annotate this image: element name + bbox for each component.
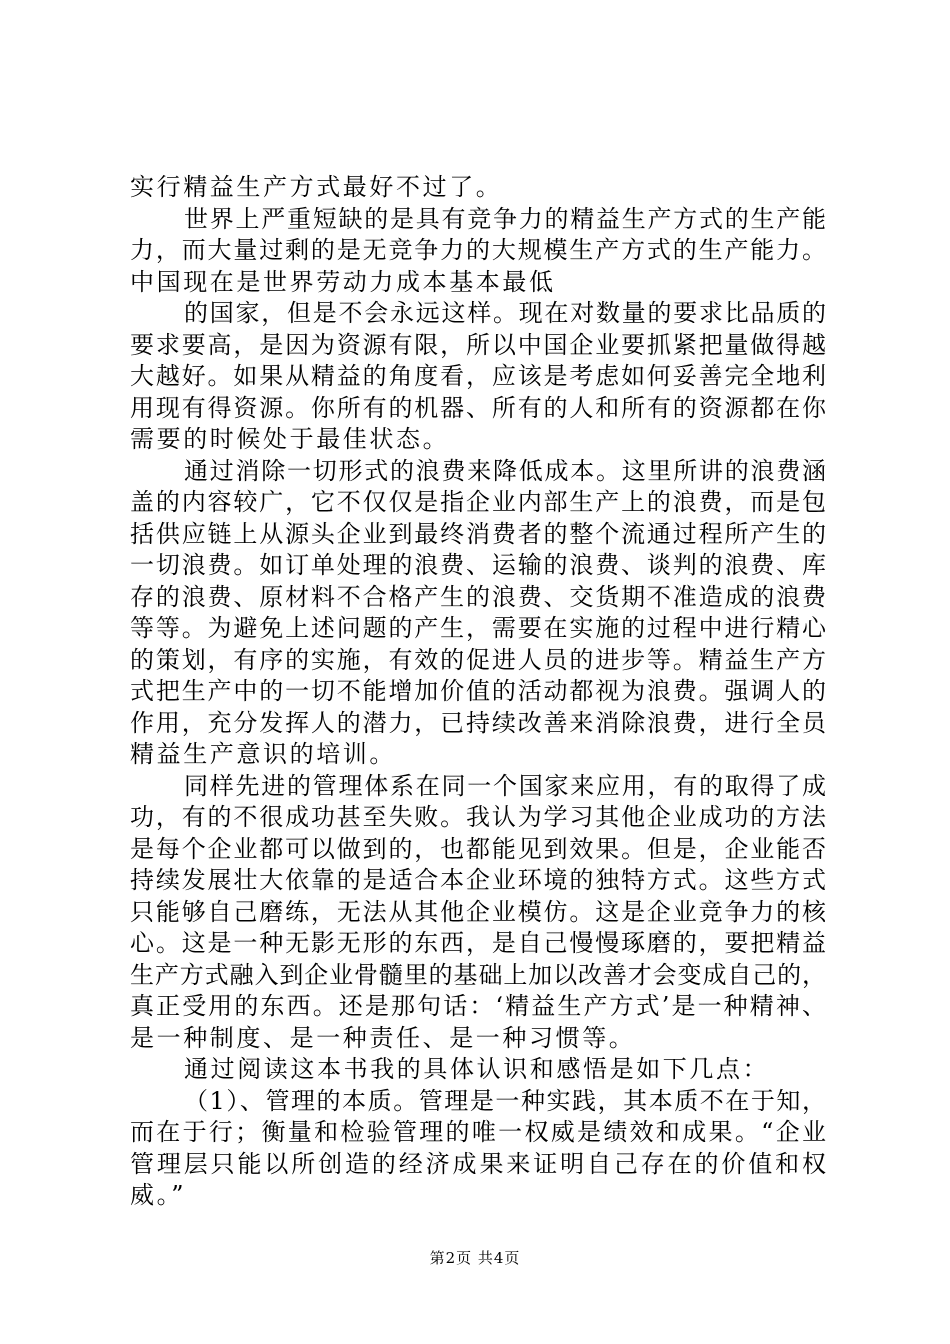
text-line: 是一种制度、是一种责任、是一种习惯等。 xyxy=(130,1023,636,1052)
text-line: 真正受用的东西。还是那句话：‘精益生产方式’是一种精神、 xyxy=(130,992,826,1020)
text-line: 生产方式融入到企业骨髓里的基础上加以改善才会变成自己的， xyxy=(130,960,826,989)
text-line: 中国现在是世界劳动力成本基本最低 xyxy=(130,267,556,296)
paragraph-line: （1）、管理的本质。管理是一种实践，其本质不在于知， xyxy=(184,1086,826,1115)
text-line: 威。” xyxy=(130,1181,187,1209)
paragraph-line: 同样先进的管理体系在同一个国家来应用，有的取得了成 xyxy=(184,771,826,800)
text-line: 功，有的不很成功甚至失败。我认为学习其他企业成功的方法 xyxy=(130,803,826,831)
text-line: 力，而大量过剩的是无竞争力的大规模生产方式的生产能力。 xyxy=(130,236,826,264)
text-line: 一切浪费。如订单处理的浪费、运输的浪费、谈判的浪费、库 xyxy=(130,551,826,579)
text-line: 实行精益生产方式最好不过了。 xyxy=(130,173,503,201)
page-footer: 第2页 共4页 xyxy=(429,1249,521,1267)
text-line: 持续发展壮大依靠的是适合本企业环境的独特方式。这些方式 xyxy=(130,866,826,894)
text-line: 是每个企业都可以做到的，也都能见到效果。但是，企业能否 xyxy=(130,834,826,863)
text-line: 精益生产意识的培训。 xyxy=(130,740,396,768)
text-line: 括供应链上从源头企业到最终消费者的整个流通过程所产生的 xyxy=(130,519,826,548)
text-line: 作用，充分发挥人的潜力，已持续改善来消除浪费，进行全员 xyxy=(130,708,826,737)
text-line: 存的浪费、原材料不合格产生的浪费、交货期不准造成的浪费 xyxy=(130,582,826,611)
text-line: 用现有得资源。你所有的机器、所有的人和所有的资源都在你 xyxy=(130,393,826,422)
text-line: 而在于行；衡量和检验管理的唯一权威是绩效和成果。“企业 xyxy=(130,1118,826,1146)
paragraph-line: 通过阅读这本书我的具体认识和感悟是如下几点： xyxy=(184,1055,770,1083)
text-line: 管理层只能以所创造的经济成果来证明自己存在的价值和权 xyxy=(130,1149,826,1178)
text-line: 要求要高，是因为资源有限，所以中国企业要抓紧把量做得越 xyxy=(130,330,826,359)
paragraph-line: 通过消除一切形式的浪费来降低成本。这里所讲的浪费涵 xyxy=(184,456,826,485)
text-line: 盖的内容较广，它不仅仅是指企业内部生产上的浪费，而是包 xyxy=(130,488,826,516)
text-line: 式把生产中的一切不能增加价值的活动都视为浪费。强调人的 xyxy=(130,677,826,705)
document-body xyxy=(130,172,826,1212)
text-line: 心。这是一种无影无形的东西，是自己慢慢琢磨的，要把精益 xyxy=(130,929,826,957)
paragraph-line: 世界上严重短缺的是具有竞争力的精益生产方式的生产能 xyxy=(184,204,826,233)
text-line: 大越好。如果从精益的角度看，应该是考虑如何妥善完全地利 xyxy=(130,362,826,390)
text-line: 的策划，有序的实施，有效的促进人员的进步等。精益生产方 xyxy=(130,645,826,674)
text-line: 需要的时候处于最佳状态。 xyxy=(130,425,450,453)
paragraph-line: 的国家，但是不会永远这样。现在对数量的要求比品质的 xyxy=(184,299,826,327)
text-line: 等等。为避免上述问题的产生，需要在实施的过程中进行精心 xyxy=(130,614,826,642)
text-line: 只能够自己磨练，无法从其他企业模仿。这是企业竞争力的核 xyxy=(130,897,826,926)
